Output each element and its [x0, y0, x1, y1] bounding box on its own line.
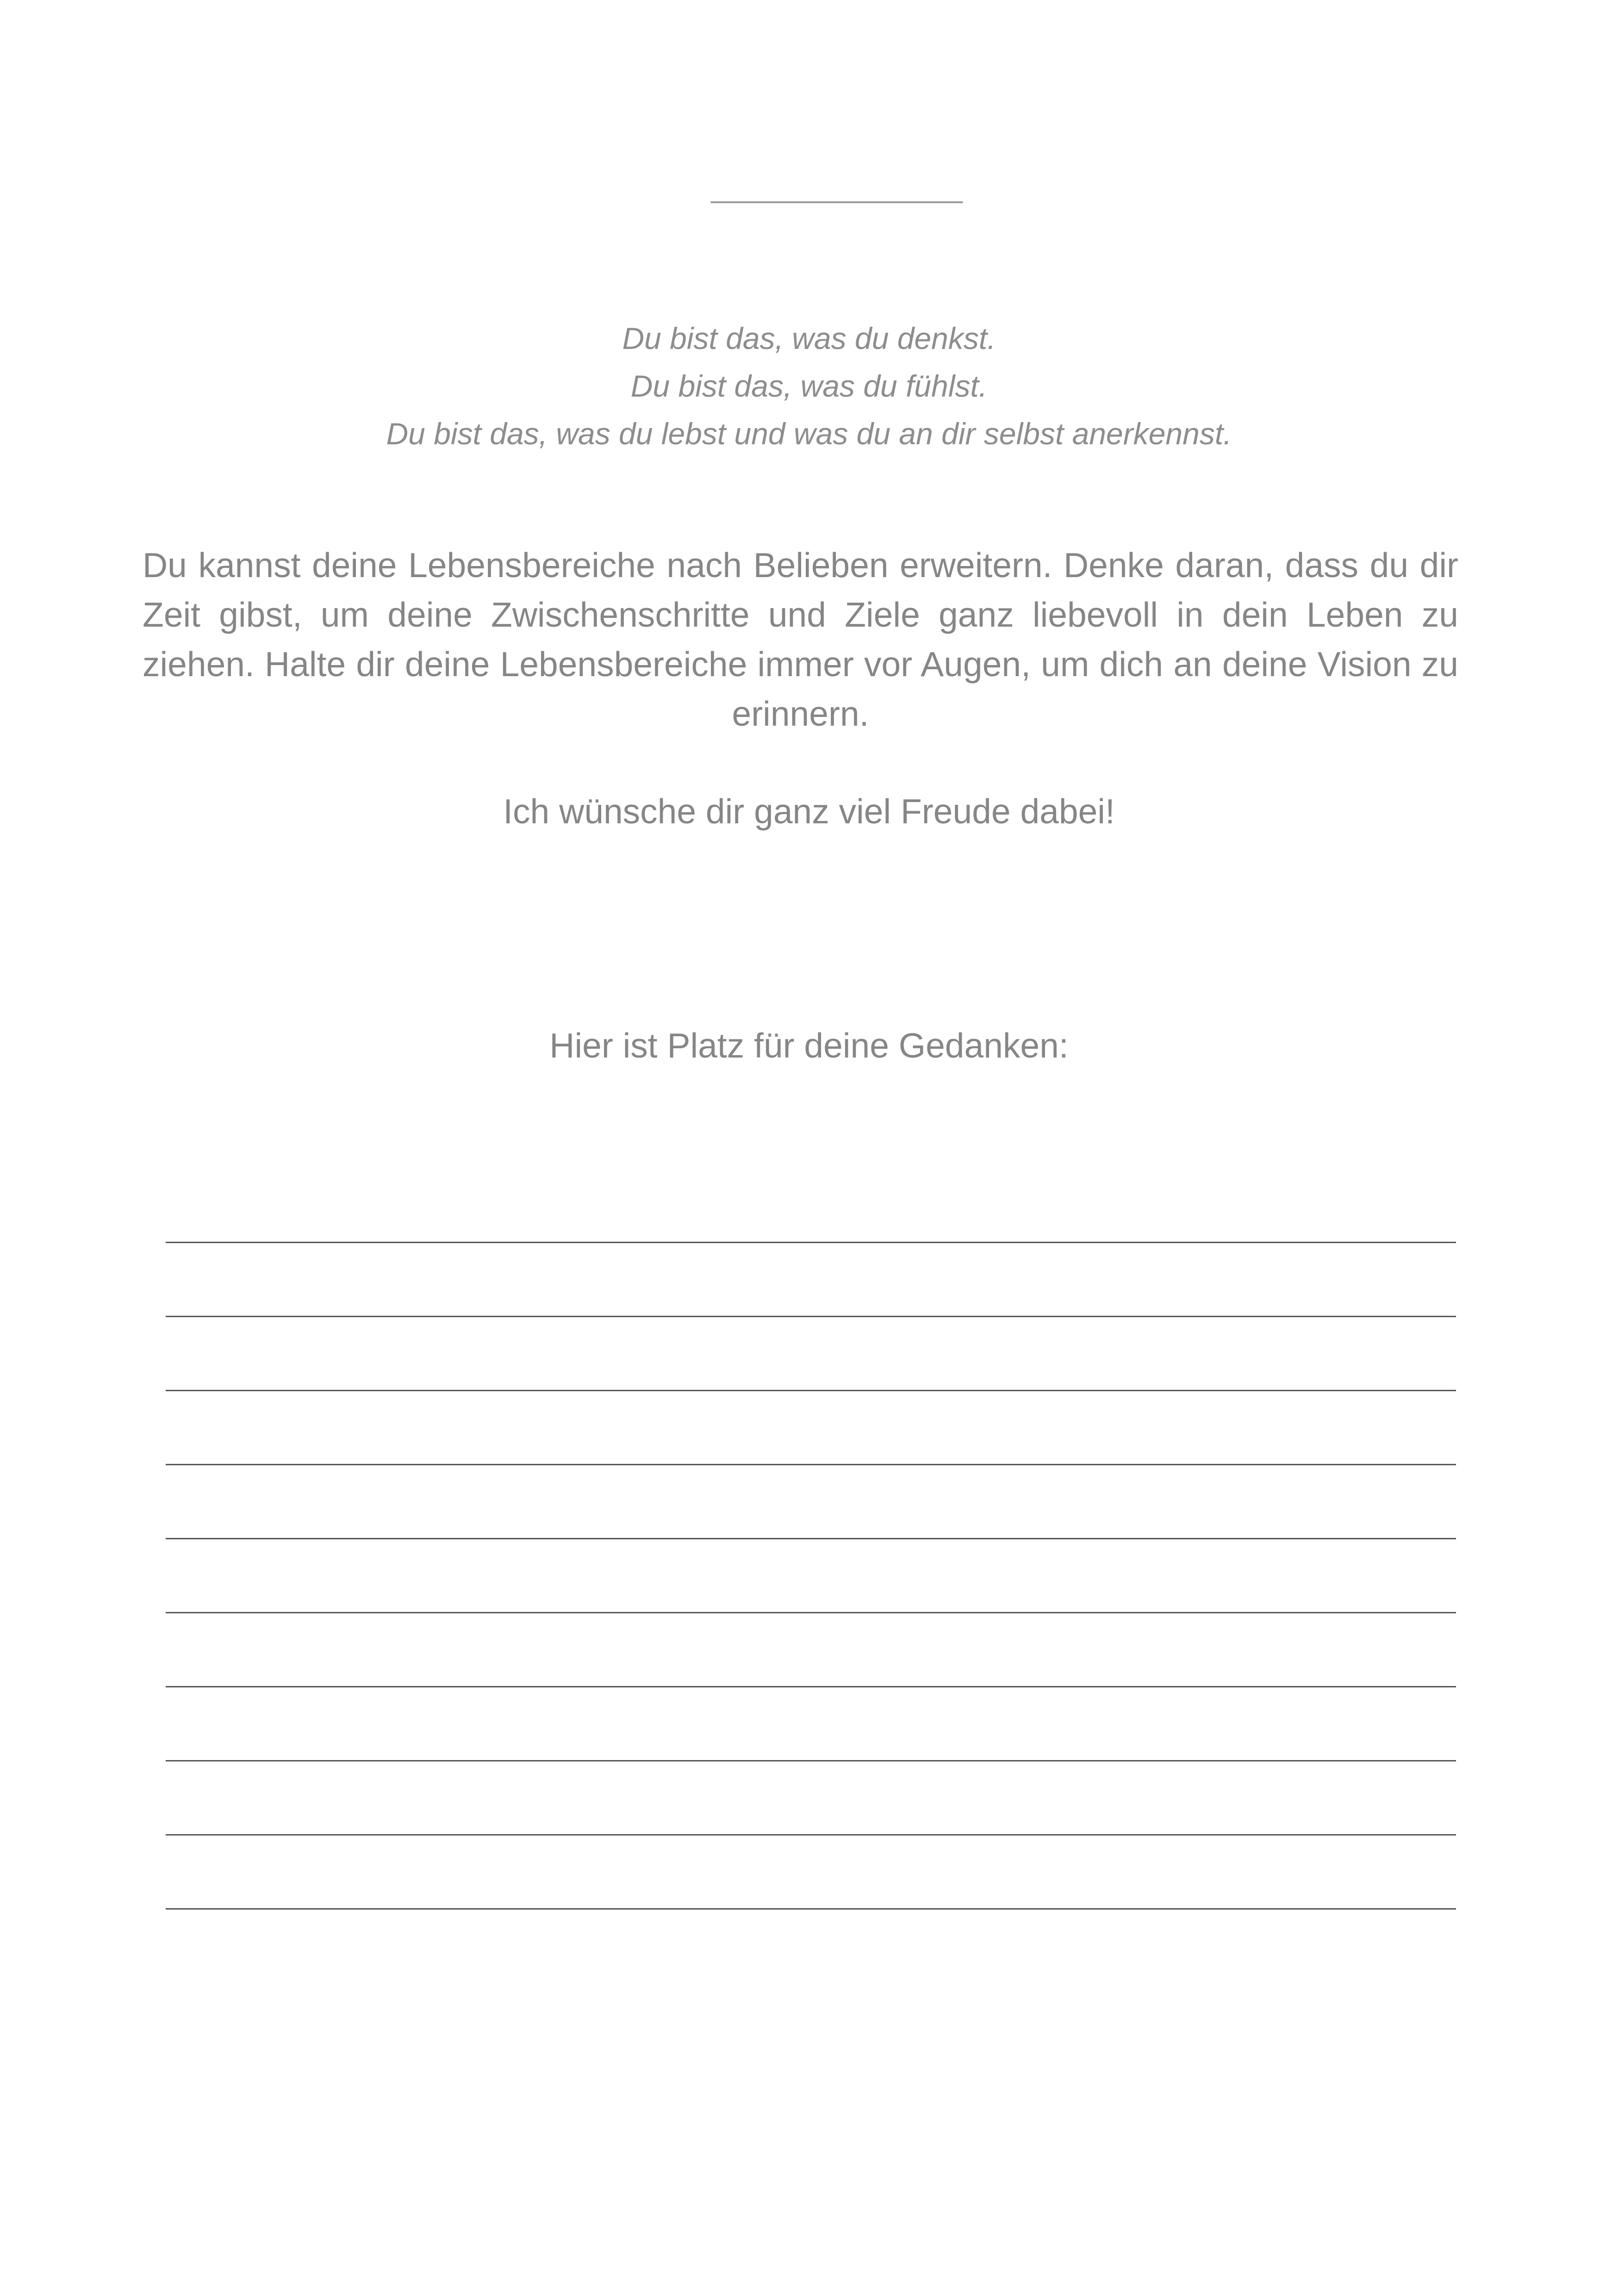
- ruled-line: [166, 1686, 1456, 1687]
- ruled-line: [166, 1464, 1456, 1465]
- notes-heading: Hier ist Platz für deine Gedanken:: [549, 1026, 1069, 1065]
- ruled-line: [166, 1538, 1456, 1539]
- ruled-lines: [166, 1242, 1456, 1910]
- ruled-line: [166, 1908, 1456, 1910]
- ruled-line: [166, 1612, 1456, 1613]
- ruled-line: [166, 1760, 1456, 1761]
- quote-block: [0, 315, 1618, 458]
- intro-paragraph: Du kannst deine Lebensbereiche nach Belieben erweitern. Denke daran, dass du dir Zeit gibst, um deine Zwischenschritte und Ziele ganz liebevoll in dein Leben zu ziehen. Halte dir deine Lebensbereiche immer vor Augen, um dich an deine Vision zu erinnern.: [143, 546, 1458, 733]
- quote-line-1: Du bist das, was du denkst.: [622, 321, 996, 355]
- ruled-line: [166, 1390, 1456, 1391]
- wish-text: Ich wünsche dir ganz viel Freude dabei!: [503, 792, 1115, 831]
- ruled-line: [166, 1834, 1456, 1836]
- quote-line-3: Du bist das, was du lebst und was du an dir selbst anerkennst.: [386, 417, 1232, 451]
- ruled-line: [166, 1242, 1456, 1243]
- header-rule-line: [711, 201, 963, 203]
- quote-line-2: Du bist das, was du fühlst.: [630, 369, 988, 403]
- ruled-line: [166, 1316, 1456, 1317]
